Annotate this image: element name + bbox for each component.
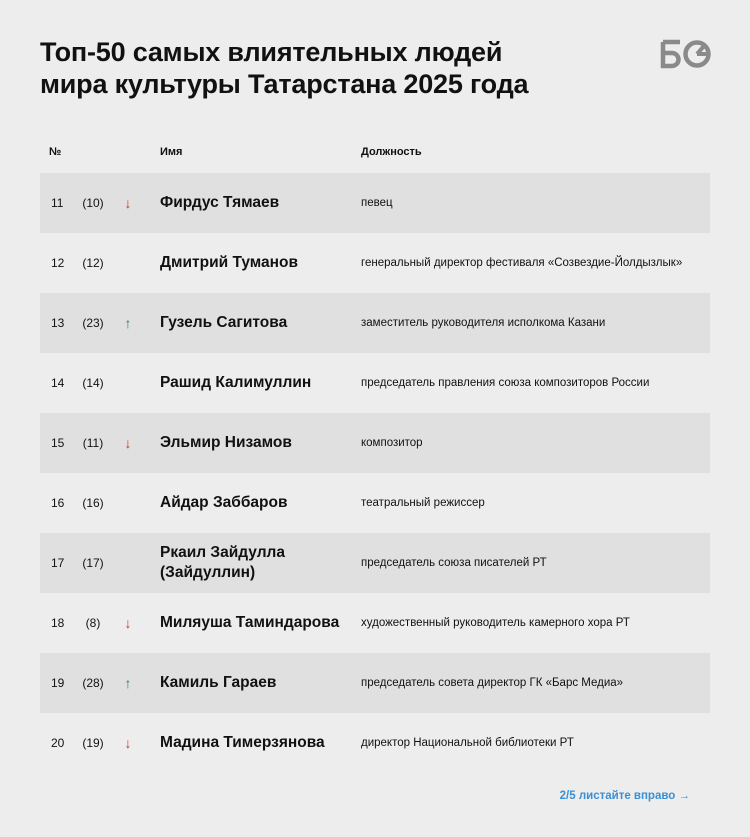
previous-rank: (10) [82,196,104,210]
arrow-down-icon: ↓ [124,735,132,751]
rank-number: 15 [51,436,65,450]
table-row [40,413,710,473]
ranking-table [40,173,710,773]
column-header-num: № [49,146,62,158]
table-row [40,173,710,233]
person-name: Айдар Заббаров [160,494,288,511]
rank-number: 19 [51,676,65,690]
person-position: театральный режиссер [361,497,485,509]
arrow-up-icon: ↑ [124,315,132,331]
rank-number: 20 [51,736,65,750]
title-line-1: Топ-50 самых влиятельных людей [40,37,503,67]
column-header-position: Должность [361,146,422,158]
rank-number: 16 [51,496,65,510]
person-name: Мадина Тимерзянова [160,734,325,751]
person-position: композитор [361,437,423,449]
person-position: председатель правления союза композиторов России [361,377,650,389]
previous-rank: (16) [82,496,104,510]
person-position: певец [361,197,393,209]
person-name: Рашид Калимуллин [160,374,312,391]
previous-rank: (19) [82,736,104,750]
bo-logo-icon [660,39,712,69]
arrow-down-icon: ↓ [124,195,132,211]
person-name: Фирдус Тямаев [160,194,280,211]
person-name: Дмитрий Туманов [160,254,298,271]
person-name: Эльмир Низамов [160,434,292,451]
person-position: председатель союза писателей РТ [361,557,547,569]
rank-number: 12 [51,256,65,270]
previous-rank: (28) [82,676,104,690]
table-header [40,146,710,162]
person-name: Миляуша Таминдарова [160,614,340,631]
table-row [40,233,710,293]
person-position: художественный руководитель камерного хора РТ [361,617,630,629]
rank-number: 14 [51,376,65,390]
arrow-up-icon: ↑ [124,675,132,691]
person-position: заместитель руководителя исполкома Казани [361,317,606,329]
person-position: генеральный директор фестиваля «Созвездие-Йолдызлык» [361,257,683,269]
rank-number: 17 [51,556,65,570]
person-position: директор Национальной библиотеки РТ [361,737,574,749]
person-name: Гузель Сагитова [160,314,288,331]
rank-number: 13 [51,316,65,330]
table-row [40,353,710,413]
arrow-down-icon: ↓ [124,435,132,451]
table-row [40,533,710,593]
table-row [40,473,710,533]
swipe-right-link[interactable]: 2/5 листайте вправо → [559,790,690,802]
previous-rank: (23) [82,316,104,330]
rank-number: 11 [51,196,64,210]
column-header-name: Имя [160,146,183,158]
previous-rank: (14) [82,376,104,390]
previous-rank: (11) [82,436,104,450]
table-row [40,713,710,773]
person-name: Ркаил Зайдулла (Зайдуллин) [160,544,286,581]
previous-rank: (17) [82,556,104,570]
rank-number: 18 [51,616,65,630]
previous-rank: (8) [85,616,101,630]
person-name: Камиль Гараев [160,674,277,691]
table-row [40,293,710,353]
table-row [40,593,710,653]
arrow-down-icon: ↓ [124,615,132,631]
title-line-2: мира культуры Татарстана 2025 года [40,69,529,99]
page-title [40,36,600,100]
table-row [40,653,710,713]
person-position: председатель совета директор ГК «Барс Медиа» [361,677,624,689]
previous-rank: (12) [82,256,104,270]
